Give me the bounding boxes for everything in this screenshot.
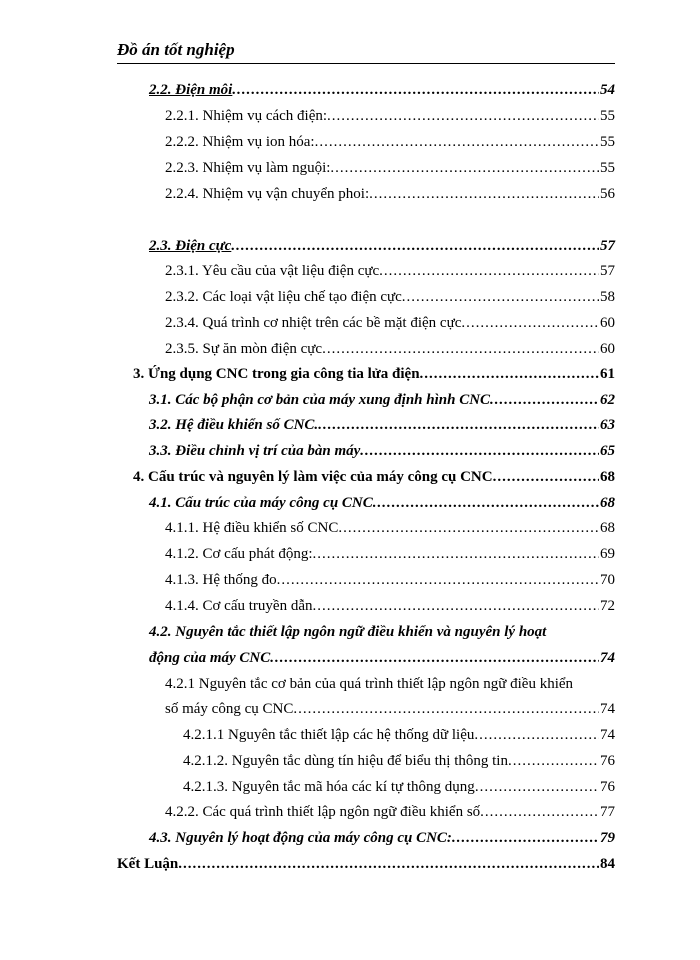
toc-entry-3-2[interactable] bbox=[149, 413, 615, 437]
toc-leader bbox=[420, 362, 599, 386]
toc-entry-2-2-1[interactable] bbox=[165, 104, 615, 128]
toc-leader bbox=[373, 491, 599, 515]
toc-title: số máy công cụ CNC bbox=[165, 701, 294, 717]
toc-title: 2.3.1. Yêu cầu của vật liệu điện cực bbox=[165, 263, 380, 279]
toc-title: 4.2.1.1 Nguyên tắc thiết lập các hệ thống dữ liệu bbox=[183, 727, 475, 743]
toc-entry-4-1[interactable] bbox=[149, 491, 615, 515]
toc-entry-chapter-3[interactable] bbox=[133, 362, 615, 386]
toc-title: 4.2.2. Các quá trình thiết lập ngôn ngữ điều khiển số bbox=[165, 804, 481, 820]
toc-title: 2.2.2. Nhiệm vụ ion hóa: bbox=[165, 134, 315, 150]
toc-leader bbox=[508, 749, 599, 773]
toc-page: 77 bbox=[600, 804, 615, 820]
toc-leader bbox=[315, 130, 599, 154]
toc-leader bbox=[293, 697, 599, 721]
toc-leader bbox=[322, 337, 599, 361]
toc-entry-2-2-3[interactable] bbox=[165, 156, 615, 180]
toc-entry-2-3-2[interactable] bbox=[165, 285, 615, 309]
toc-leader bbox=[402, 285, 599, 309]
toc-page: 61 bbox=[600, 366, 615, 382]
toc-leader bbox=[475, 775, 599, 799]
toc-entry-4-1-4[interactable] bbox=[165, 594, 615, 618]
toc-title: 2.2.3. Nhiệm vụ làm nguội: bbox=[165, 160, 331, 176]
toc-entry-4-2-1-3[interactable] bbox=[183, 775, 615, 799]
toc-title: 2.2. Điện môi bbox=[149, 82, 233, 98]
toc-leader bbox=[480, 800, 599, 824]
toc-title: động của máy CNC bbox=[149, 650, 271, 666]
toc-page: 74 bbox=[600, 701, 615, 717]
toc-leader bbox=[231, 234, 599, 258]
toc-title: 4. Cấu trúc và nguyên lý làm việc của máy công cụ CNC bbox=[133, 469, 493, 485]
toc-page: 60 bbox=[600, 315, 615, 331]
toc-page: 72 bbox=[600, 598, 615, 614]
toc-page: 84 bbox=[600, 856, 615, 872]
toc-entry-4-2-2[interactable] bbox=[165, 800, 615, 824]
toc-leader bbox=[178, 852, 599, 876]
toc-leader bbox=[232, 78, 599, 102]
toc-entry-chapter-4[interactable] bbox=[133, 465, 615, 489]
toc-page: 79 bbox=[600, 830, 615, 846]
toc-entry-4-2-line1[interactable]: 4.2. Nguyên tắc thiết lập ngôn ngữ điều khiển và nguyên lý hoạt bbox=[149, 624, 547, 640]
toc-entry-4-1-3[interactable] bbox=[165, 568, 615, 592]
toc-entry-4-2[interactable] bbox=[149, 646, 615, 670]
toc-entry-4-1-2[interactable] bbox=[165, 542, 615, 566]
toc-leader bbox=[318, 413, 599, 437]
toc-page: 55 bbox=[600, 134, 615, 150]
toc-entry-2-2-2[interactable] bbox=[165, 130, 615, 154]
toc-entry-2-2[interactable] bbox=[149, 78, 615, 102]
toc-leader bbox=[379, 259, 599, 283]
toc-page: 68 bbox=[600, 520, 615, 536]
toc-entry-2-3-5[interactable] bbox=[165, 337, 615, 361]
toc-title: 4.1. Cấu trúc của máy công cụ CNC bbox=[149, 495, 373, 511]
toc-leader bbox=[330, 156, 599, 180]
toc-entry-4-2-1-1[interactable] bbox=[183, 723, 615, 747]
toc-entry-2-2-4[interactable] bbox=[165, 182, 615, 206]
toc-leader bbox=[360, 439, 599, 463]
toc-leader bbox=[338, 516, 599, 540]
toc-entry-conclusion[interactable] bbox=[117, 852, 615, 876]
toc-page: 74 bbox=[600, 650, 615, 666]
toc-page: 57 bbox=[600, 263, 615, 279]
toc-title: 2.3.2. Các loại vật liệu chế tạo điện cực bbox=[165, 289, 402, 305]
toc-title: 4.3. Nguyên lý hoạt động của máy công cụ CNC: bbox=[149, 830, 452, 846]
toc-title: 2.3.5. Sự ăn mòn điện cực bbox=[165, 341, 323, 357]
toc-leader bbox=[461, 311, 599, 335]
toc-leader bbox=[493, 465, 599, 489]
toc-page: 56 bbox=[600, 186, 615, 202]
toc-page: 57 bbox=[600, 238, 615, 254]
toc-page: 55 bbox=[600, 108, 615, 124]
toc-leader bbox=[270, 646, 599, 670]
toc-entry-2-3[interactable] bbox=[149, 234, 615, 258]
toc-leader bbox=[474, 723, 599, 747]
toc-title: 2.2.4. Nhiệm vụ vận chuyển phoi: bbox=[165, 186, 370, 202]
toc-title: 3.1. Các bộ phận cơ bản của máy xung định hình CNC bbox=[149, 392, 491, 408]
toc-entry-3-1[interactable] bbox=[149, 388, 615, 412]
toc-page: 65 bbox=[600, 443, 615, 459]
toc-entry-4-2-1-2[interactable] bbox=[183, 749, 615, 773]
toc-page: 68 bbox=[600, 469, 615, 485]
toc-title: Kết Luận bbox=[117, 856, 179, 872]
toc-entry-3-3[interactable] bbox=[149, 439, 615, 463]
toc-entry-4-2-1[interactable] bbox=[165, 697, 615, 721]
toc-leader bbox=[490, 388, 599, 412]
header-rule bbox=[117, 63, 615, 64]
toc-title: 3.3. Điều chỉnh vị trí của bàn máy bbox=[149, 443, 361, 459]
toc-page: 60 bbox=[600, 341, 615, 357]
toc-page: 69 bbox=[600, 546, 615, 562]
toc-page: 58 bbox=[600, 289, 615, 305]
toc-entry-4-2-1-line1[interactable]: 4.2.1 Nguyên tắc cơ bản của quá trình thiết lập ngôn ngữ điều khiển bbox=[165, 676, 574, 692]
toc-leader bbox=[369, 182, 599, 206]
toc-title: 4.1.1. Hệ điều khiển số CNC bbox=[165, 520, 339, 536]
toc-page: 76 bbox=[600, 753, 615, 769]
toc-page: 63 bbox=[600, 417, 615, 433]
toc-leader bbox=[327, 104, 599, 128]
toc-leader bbox=[312, 594, 599, 618]
toc-leader bbox=[452, 826, 599, 850]
toc-entry-2-3-4[interactable] bbox=[165, 311, 615, 335]
toc-title: 4.1.3. Hệ thống đo bbox=[165, 572, 277, 588]
toc-title: 2.3.4. Quá trình cơ nhiệt trên các bề mặt điện cực bbox=[165, 315, 462, 331]
toc-page: 54 bbox=[600, 82, 615, 98]
toc-entry-2-3-1[interactable] bbox=[165, 259, 615, 283]
toc-title: 3.2. Hệ điều khiển số CNC. bbox=[149, 417, 319, 433]
toc-title: 2.3. Điện cực bbox=[149, 238, 232, 254]
toc-title: 3. Ứng dụng CNC trong gia công tia lửa điện bbox=[133, 366, 420, 382]
toc-entry-4-1-1[interactable] bbox=[165, 516, 615, 540]
toc-page: 68 bbox=[600, 495, 615, 511]
toc-title: 4.2.1.3. Nguyên tắc mã hóa các kí tự thông dụng bbox=[183, 779, 475, 795]
toc-title: 2.2.1. Nhiệm vụ cách điện: bbox=[165, 108, 328, 124]
toc-leader bbox=[277, 568, 599, 592]
toc-page: 70 bbox=[600, 572, 615, 588]
toc-page: 55 bbox=[600, 160, 615, 176]
document-header: Đồ án tốt nghiệp bbox=[117, 40, 235, 59]
toc-page: 74 bbox=[600, 727, 615, 743]
toc-leader bbox=[313, 542, 600, 566]
toc-page: 76 bbox=[600, 779, 615, 795]
toc-entry-4-3[interactable] bbox=[149, 826, 615, 850]
toc-page: 62 bbox=[600, 392, 615, 408]
toc-title: 4.1.2. Cơ cấu phát động: bbox=[165, 546, 313, 562]
toc-title: 4.2.1.2. Nguyên tắc dùng tín hiệu để biểu thị thông tin bbox=[183, 753, 508, 769]
toc-title: 4.1.4. Cơ cấu truyền dẫn bbox=[165, 598, 313, 614]
